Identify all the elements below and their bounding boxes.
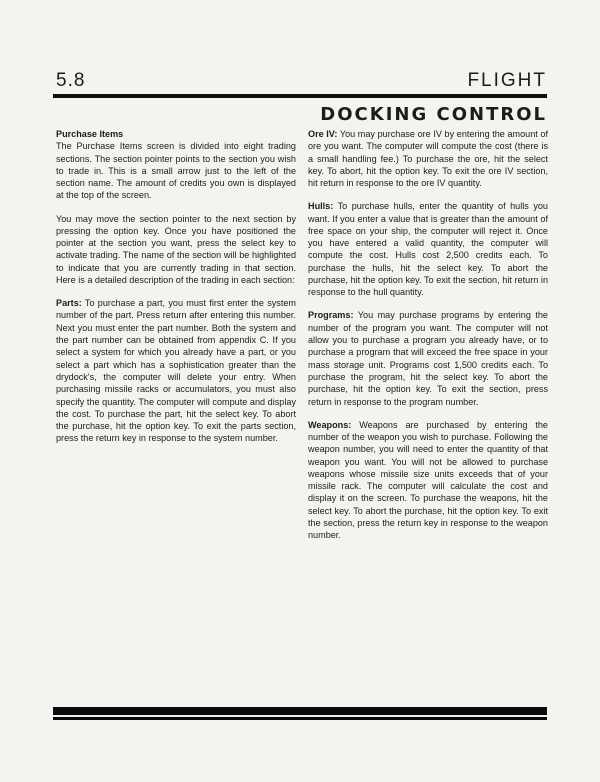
parts-text: To purchase a part, you must first enter the system number of the part. Press return after entering this number. Next you must enter the part number. Both the system and the part number can be obtained from appendix C. If you select a system for which you already have a part, or you select a part which has a sophistication greater than the drydock's, the computer will delete your entry. When purchasing missile racks or accumulators, you must also specify the quantity. The computer will compute and display the cost. To purchase the part, hit the select key. To abort the purchase, hit the option key. To exit the parts section, press the return key in response to the system number. — [56, 298, 296, 444]
weapons-paragraph — [308, 419, 548, 542]
header-rule — [53, 94, 547, 98]
parts-term: Parts: — [56, 298, 82, 309]
purchase-items-intro: The Purchase Items screen is divided into eight trading sections. The section pointer points to the section you wish to trade in. This is a small arrow just to the left of the section name. The amount of credits you own is displayed at the top of the screen. — [56, 141, 296, 201]
footer-rule-thin — [53, 717, 547, 720]
section-name: FLIGHT — [467, 70, 547, 91]
right-column — [308, 128, 548, 552]
programs-paragraph — [308, 309, 548, 407]
programs-text: You may purchase programs by entering the number of the program you want. The computer will not allow you to purchase a program you already have, or to purchase a program that will exceed the free space in your mass storage unit. Programs cost 1,500 credits each. To purchase the program, hit the select key. To abort the purchase, hit the option key. To exit the section, press return in response to the program number. — [308, 310, 548, 407]
programs-term: Programs: — [308, 310, 354, 321]
hulls-paragraph — [308, 200, 548, 298]
section-pointer-paragraph: You may move the section pointer to the next section by pressing the option key. Once you have positioned the pointer at the section you want, press the select key to activate trading. The name of the section will be highlighted to indicate that you are currently trading in that section. Here is a detailed description of the trading in each section: — [56, 213, 296, 286]
weapons-term: Weapons: — [308, 419, 352, 430]
page-number: 5.8 — [56, 70, 86, 91]
footer-rule-thick — [53, 707, 547, 715]
page-title: DOCKING CONTROL — [320, 104, 547, 125]
hulls-term: Hulls: — [308, 201, 334, 212]
ore-term: Ore IV: — [308, 129, 338, 139]
purchase-items-heading: Purchase Items — [56, 129, 124, 139]
ore-text: You may purchase ore IV by entering the amount of ore you want. The computer will compute the cost (there is a small handling fee.) To purchase the ore, hit the select key. To abort, hit the option key. To exit the ore IV section, hit return in response to the ore IV quantity. — [308, 129, 548, 189]
weapons-text: Weapons are purchased by entering the number of the weapon you wish to purchase. Following the weapon number, you will need to enter the quantity of that weapon you want. You will not be allowed to purchase weapons whose missile size units exceeds that of your missile rack. The computer will calculate the cost and display it on the screen. To purchase the weapons, hit the select key. To abort the purchase, hit the option key. To exit the section, press the return key in response to the weapon number. — [308, 419, 548, 541]
left-column — [56, 128, 296, 456]
hulls-text: To purchase hulls, enter the quantity of hulls you want. If you enter a value that is greater than the amount of free space on your ship, the computer will reject it. Once you have entered a valid quantity, the computer will compute the cost. Hulls cost 2,500 credits each. To purchase the hulls, hit the select key. To abort the purchase, hit the option key. To exit the section, hit return in response to the hull quantity. — [308, 201, 548, 298]
purchase-items-block — [56, 128, 296, 202]
parts-paragraph — [56, 297, 296, 445]
ore-paragraph — [308, 128, 548, 189]
